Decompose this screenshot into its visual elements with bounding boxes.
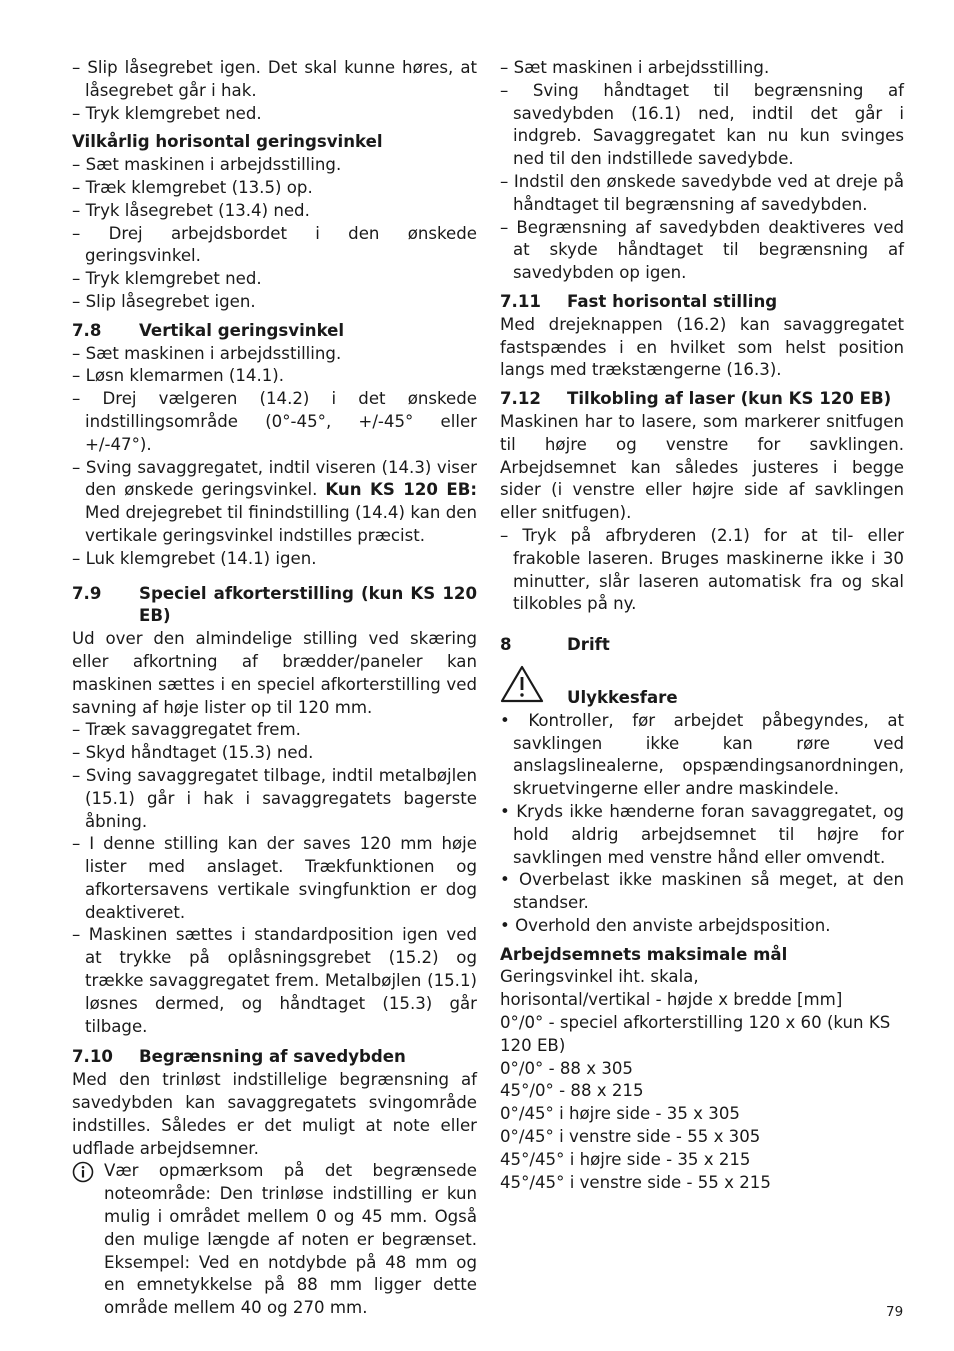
list-item: – Tryk låsegrebet (13.4) ned. (72, 200, 477, 223)
list-item: – Slip låsegrebet igen. Det skal kunne høres, at låsegrebet går i hak. (72, 57, 477, 103)
right-column (500, 57, 904, 1194)
list-item-text: Sving savaggregatet, indtil viseren (14.3) viser den ønskede geringsvinkel. (85, 457, 477, 500)
section-heading-7-12 (500, 388, 904, 411)
section-heading-7-8 (72, 320, 477, 343)
dims-line: 45°/0° - 88 x 215 (500, 1081, 644, 1101)
list-item: – Træk savaggregatet frem. (72, 719, 477, 742)
list-item: – Tryk på afbryderen (2.1) for at til- eller frakoble laseren. Bruges maskinerne ikke i 30 minutter, slår laseren automatisk fra og skal tilkobles på ny. (500, 525, 904, 616)
list-item: – Sæt maskinen i arbejdsstilling. (72, 343, 477, 366)
warning-block (500, 665, 904, 710)
paragraph: Med drejeknappen (16.2) kan savaggregatet fastspændes i en hvilket som helst position langs med trækstængerne (16.3). (500, 314, 904, 380)
dims-line: 45°/45° i højre side - 35 x 215 (500, 1149, 751, 1169)
section-number: 7.10 (72, 1047, 113, 1067)
list-item: • Kontroller, før arbejdet påbegyndes, at savklingen ikke kan røre ved anslagslinealerne, opspændingsanordningen, skruetvingerne eller andre maskindele. (500, 710, 904, 801)
paragraph: Med den trinløst indstillelige begrænsning af savedybden kan savaggregatets svingområde indstilles. Således er det muligt at note eller udflade arbejdsemner. (72, 1070, 477, 1158)
dims-line: 0°/0° - 88 x 305 (500, 1058, 633, 1078)
model-note: Kun KS 120 EB: (325, 480, 478, 500)
list-item-text: Med drejegrebet til finindstilling (14.4) kan den vertikale geringsvinkel indstilles præcist. (85, 503, 477, 545)
section-heading-7-11 (500, 291, 904, 314)
section-title: Tilkobling af laser (kun KS 120 EB) (567, 389, 892, 409)
page-number: 79 (886, 1304, 904, 1320)
list-item: – Sæt maskinen i arbejdsstilling. (72, 154, 477, 177)
section-number: 7.11 (500, 291, 541, 311)
list-item: – Drej vælgeren (14.2) i det ønskede indstillingsområde (0°-45°, +/-45° eller +/-47°). (72, 388, 477, 456)
list-item: – Løsn klemarmen (14.1). (72, 365, 477, 388)
dims-line: 0°/45° i højre side - 35 x 305 (500, 1104, 740, 1124)
list-item: – Sving savaggregatet tilbage, indtil metalbøjlen (15.1) går i hak i savaggregatets bagerste åbning. (72, 765, 477, 833)
section-heading-7-10 (72, 1046, 477, 1069)
note-text: Vær opmærksom på det begrænsede noteområde: Den trinløse indstilling er kun mulig i området mellem 0 og 45 mm. Også den mulige længde af noten er begrænset. Eksempel: Ved en notdybde på 48 mm og en emnetykkelse på 88 mm ligger dette område mellem 40 og 270 mm. (104, 1161, 477, 1318)
list-item: – Tryk klemgrebet ned. (72, 103, 477, 126)
dims-line: horisontal/vertikal - højde x bredde [mm] (500, 990, 843, 1010)
section-heading-7-9 (72, 583, 477, 629)
warning-title: Ulykkesfare (567, 687, 678, 707)
paragraph: Ud over den almindelige stilling ved skæring eller afkortning af brædder/paneler kan maskinen sættes i en speciel afkorterstilling ved savning af høje lister op til 120 mm. (72, 629, 477, 717)
dims-line: 0°/0° - speciel afkorterstilling 120 x 60 (kun KS 120 EB) (500, 1013, 891, 1055)
section-title: Drift (567, 635, 610, 655)
section-heading-8 (500, 634, 904, 657)
list-item: • Overhold den anviste arbejdsposition. (500, 915, 904, 938)
section-number: 7.9 (72, 583, 102, 603)
list-item: • Kryds ikke hænderne foran savaggregatet, og hold aldrig arbejdsemnet til højre for savklingen med venstre hånd eller omvendt. (500, 801, 904, 869)
section-number: 7.12 (500, 389, 541, 409)
dims-line: 45°/45° i venstre side - 55 x 215 (500, 1172, 771, 1192)
section-title: Speciel afkorterstilling (kun KS 120 EB) (139, 583, 477, 626)
subheading-free-angle: Vilkårlig horisontal geringsvinkel (72, 132, 383, 152)
list-item: – Drej arbejdsbordet i den ønskede geringsvinkel. (72, 223, 477, 269)
list-item: – Maskinen sættes i standardposition igen ved at trykke på oplåsningsgrebet (15.2) og trække savaggregatet frem. Metalbøjlen (15.1) løsnes dermed, og håndtaget (15.3) går tilbage. (72, 924, 477, 1038)
list-item: – Sæt maskinen i arbejdsstilling. (500, 57, 904, 80)
section-number: 8 (500, 635, 512, 655)
info-icon (72, 1160, 104, 1320)
list-item (72, 457, 477, 548)
dims-line: Geringsvinkel iht. skala, (500, 967, 699, 987)
section-number: 7.8 (72, 320, 102, 340)
paragraph: Maskinen har to lasere, som markerer snitfugen til højre og venstre for savklingen. Arbejdsemnet kan således justeres i begge sider (i venstre eller højre side af savklingen eller snitfugen). (500, 411, 904, 523)
dims-line: 0°/45° i venstre side - 55 x 305 (500, 1127, 761, 1147)
list-item: – Træk klemgrebet (13.5) op. (72, 177, 477, 200)
list-item: – Luk klemgrebet (14.1) igen. (72, 548, 477, 571)
section-title: Begrænsning af savedybden (139, 1047, 406, 1067)
info-note (72, 1160, 477, 1320)
subheading-dims: Arbejdsemnets maksimale mål (500, 944, 788, 964)
list-item: – Skyd håndtaget (15.3) ned. (72, 742, 477, 765)
list-item: • Overbelast ikke maskinen så meget, at den standser. (500, 869, 904, 915)
left-column (72, 57, 477, 1320)
section-title: Fast horisontal stilling (567, 291, 778, 311)
list-item: – Sving håndtaget til begrænsning af savedybden (16.1) ned, indtil det går i indgreb. Savaggregatet kan nu kun svinges ned til den indstillede savedybde. (500, 80, 904, 171)
section-title: Vertikal geringsvinkel (139, 320, 345, 340)
warning-triangle-icon (500, 665, 567, 710)
list-item: – Slip låsegrebet igen. (72, 291, 477, 314)
list-item: – Tryk klemgrebet ned. (72, 268, 477, 291)
list-item: – Indstil den ønskede savedybde ved at dreje på håndtaget til begrænsning af savedybden. (500, 171, 904, 217)
list-item: – I denne stilling kan der saves 120 mm høje lister med anslaget. Trækfunktionen og afkortersavens vertikale svingfunktion er dog deaktiveret. (72, 833, 477, 924)
list-item: – Begrænsning af savedybden deaktiveres ved at skyde håndtaget til begrænsning af savedybden op igen. (500, 217, 904, 285)
